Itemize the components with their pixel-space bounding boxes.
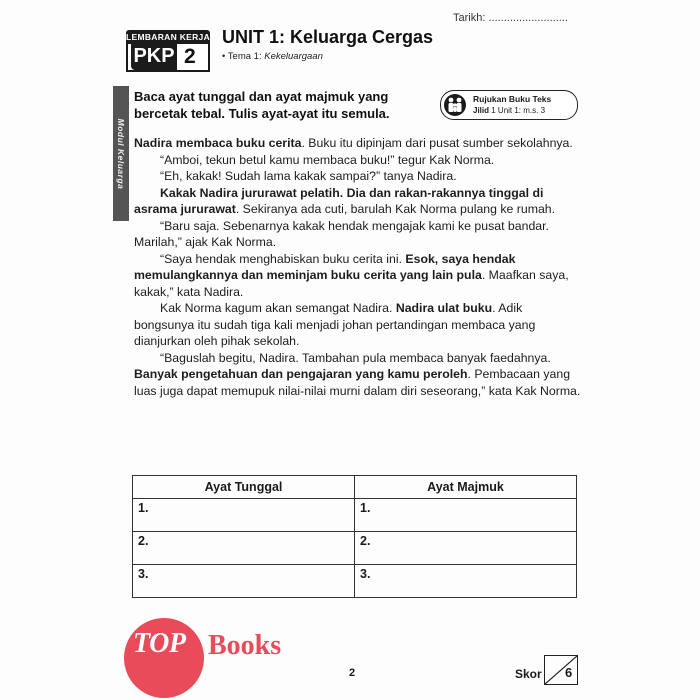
topbooks-logo [124,618,304,674]
story-paragraph [134,152,584,169]
skor-box [544,655,578,685]
story-text: Kak Norma kagum akan semangat Nadira. [160,301,396,315]
badge-number: 2 [184,45,196,68]
bold-sentence: Nadira ulat buku [395,301,493,315]
header-ayat-tunggal: Ayat Tunggal [133,476,355,499]
story-passage [134,135,584,399]
story-paragraph [134,251,584,301]
story-text: . Sekiranya ada cuti, barulah Kak Norma pulang ke rumah. [235,202,556,216]
bold-sentence: Nadira membaca buku cerita [134,136,302,150]
header-ayat-majmuk: Ayat Majmuk [355,476,577,499]
tema-line [222,51,323,62]
page-number: 2 [349,667,356,679]
badge-label: LEMBARAN KERJA [126,32,211,42]
unit-title: UNIT 1: Keluarga Cergas [222,27,434,47]
logo-top-text: TOP [133,628,186,659]
story-text: . Buku itu dipinjam dari pusat sumber sekolahnya. [301,136,573,150]
answer-cell-majmuk-2[interactable]: 2. [355,532,577,565]
bold-sentence: Kakak Nadira jururawat pelatih. Dia dan rakan-rakannya tinggal di asrama jururawat [134,185,544,216]
tema-label: • Tema 1: [222,51,265,62]
reference-title: Rujukan Buku Teks [473,94,552,104]
answer-cell-tunggal-1[interactable]: 1. [133,499,355,532]
story-text: . Pembacaan yang luas juga dapat memupuk nilai-nilai murni dalam diri seseorang,” kata Kak Norma. [134,367,581,398]
instruction-text: Baca ayat tunggal dan ayat majmuk yang bercetak tebal. Tulis ayat-ayat itu semula. [134,89,390,121]
badge-pkp: PKP [131,43,177,70]
story-paragraph [134,218,584,251]
table-row [133,532,577,565]
skor-label: Skor [515,667,542,681]
story-paragraph [134,300,584,350]
bold-sentence: Banyak pengetahuan dan pengajaran yang kamu peroleh [134,367,468,381]
story-text: “Baguslah begitu, Nadira. Tambahan pula membaca banyak faedahnya. [160,350,551,365]
reference-detail: Jilid 1 Unit 1: m.s. 3 [473,106,546,115]
story-paragraph [134,168,584,185]
answer-cell-majmuk-3[interactable]: 3. [355,565,577,598]
story-paragraph [134,135,584,152]
textbook-reference [440,90,578,120]
story-paragraph [134,185,584,218]
story-text: . Adik bongsunya itu sudah tiga kali menjadi johan pertandingan membaca yang dianjurkan oleh pihak sekolah. [134,301,536,348]
answer-table [132,475,577,598]
answer-cell-majmuk-1[interactable]: 1. [355,499,577,532]
story-text: “Saya hendak menghabiskan buku cerita ini. [160,251,406,266]
answer-cell-tunggal-2[interactable]: 2. [133,532,355,565]
answer-cell-tunggal-3[interactable]: 3. [133,565,355,598]
logo-books-text: Books [208,630,282,661]
date-field: Tarikh: .......................... [453,12,568,24]
story-text: . Maafkan saya, kakak,” kata Nadira. [134,268,569,299]
side-tab-label: Modul Keluarga [116,118,126,189]
bold-sentence: Esok, saya hendak memulangkannya dan meminjam buku cerita yang lain pula [134,251,516,282]
table-row [133,565,577,598]
table-row [133,499,577,532]
story-paragraph [134,350,584,400]
skor-max: 6 [565,665,573,680]
story-text: “Eh, kakak! Sudah lama kakak sampai?” tanya Nadira. [160,169,457,183]
worksheet-badge [126,30,210,72]
story-text: “Amboi, tekun betul kamu membaca buku!” tegur Kak Norma. [160,152,495,167]
story-text: “Baru saja. Sebenarnya kakak hendak mengajak kami ke pusat bandar. Marilah,” ajak Kak Norma. [134,218,549,249]
people-icon [444,94,466,116]
tema-value: Kekeluargaan [264,51,323,62]
side-tab [113,86,129,221]
